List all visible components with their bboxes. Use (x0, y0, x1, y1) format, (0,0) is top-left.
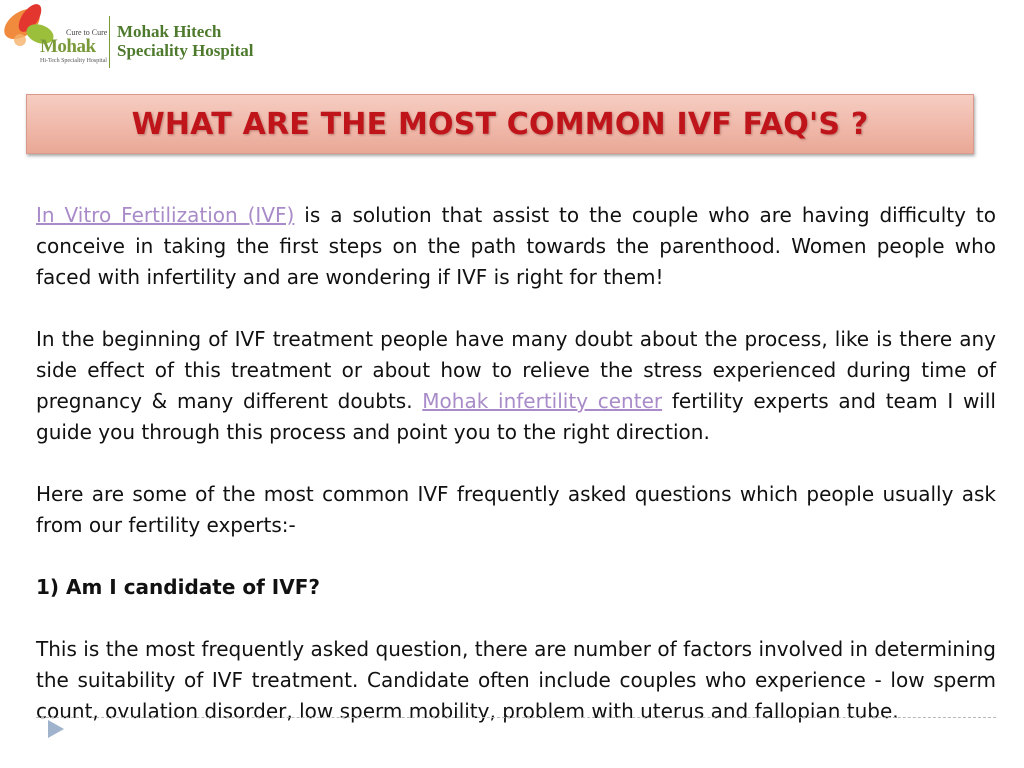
paragraph-intro-text: is a solution that assist to the couple who are having difficulty to conceive in taking the first steps on the path towards the parenthood. Women people who faced with infertility and are wondering if IVF is right for them! (36, 203, 997, 289)
paragraph-faq-intro: Here are some of the most common IVF frequently asked questions which people usually ask from our fertility experts:- (36, 482, 996, 537)
mohak-infertility-center-link[interactable]: Mohak infertility center (422, 389, 663, 413)
paragraph-doubts (36, 324, 996, 448)
page-title: WHAT ARE THE MOST COMMON IVF FAQ'S ? (131, 106, 869, 142)
logo-divider (109, 16, 110, 68)
paragraph-answer-1: This is the most frequently asked question, there are number of factors involved in determining the suitability of IVF treatment. Candidate often include couples who experience - low sperm count, ovulation disorder, low sperm mobility, problem with uterus and fallopian tube. (36, 637, 996, 723)
title-banner (26, 94, 974, 154)
hospital-name-line2: Speciality Hospital (117, 41, 254, 60)
hospital-name-line1: Mohak Hitech (117, 22, 222, 41)
paragraph-intro (36, 200, 996, 293)
paragraph-doubts-text-after: fertility experts and team I will guide you through this process and point you to the right direction. (36, 389, 996, 444)
hospital-name (117, 22, 253, 60)
logo-wordmark: Mohak (40, 36, 96, 57)
play-icon[interactable] (48, 720, 64, 738)
logo-subtext: Hi-Tech Speciality Hospital (40, 58, 107, 64)
divider-line (36, 717, 996, 718)
paragraph-doubts-text-before: In the beginning of IVF treatment people have many doubt about the process, like is there any side effect of this treatment or about how to relieve the stress experienced during time of pregnancy & many different doubts. (36, 327, 996, 413)
logo-tagline: Cure to Cure (66, 28, 108, 37)
article-body (36, 200, 996, 727)
hospital-logo (0, 0, 290, 78)
question-heading-1: 1) Am I candidate of IVF? (36, 575, 320, 599)
ivf-link[interactable]: In Vitro Fertilization (IVF) (36, 203, 295, 227)
